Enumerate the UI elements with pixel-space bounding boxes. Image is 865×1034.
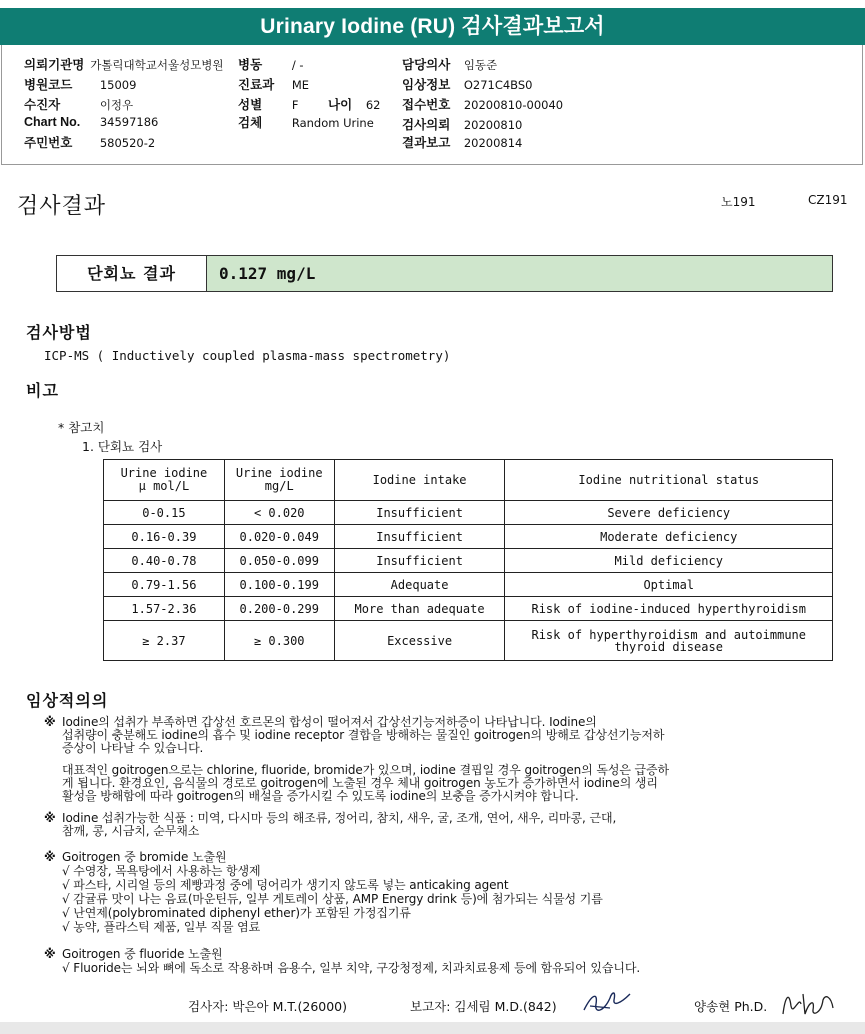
chart-no-value: 34597186 [99, 115, 159, 129]
request-date-label: 검사의뢰 [402, 118, 451, 132]
table-cell: Moderate deficiency [505, 525, 833, 549]
clinical-info-label: 임상정보 [402, 78, 451, 92]
age-label: 나이 [328, 98, 353, 112]
sex-label: 성별 [238, 98, 263, 112]
results-title: 검사결과 [17, 194, 107, 219]
table-cell: Excessive [334, 621, 505, 661]
result-label: 단회뇨 결과 [57, 256, 207, 291]
bromide-item: √ 감귤류 맛이 나는 음료(마운틴듀, 일부 게토레이 상품, AMP Energy drink 등)에 첨가되는 식물성 기름 [62, 892, 603, 906]
reference-mark-icon: ※ [44, 850, 56, 864]
header-row-specimen [238, 113, 374, 131]
table-row [104, 549, 833, 573]
reference-table-header [104, 460, 833, 501]
bromide-item: √ 농약, 플라스틱 제품, 일부 직물 염료 [62, 920, 261, 934]
resident-no-value: 580520-2 [99, 136, 156, 150]
patient-value: 이정우 [99, 98, 134, 112]
table-cell: 0.79-1.56 [104, 573, 225, 597]
receipt-no-label: 접수번호 [402, 98, 451, 112]
table-cell: Severe deficiency [505, 501, 833, 525]
header-row-institution [24, 55, 224, 73]
clinical-p1-line: 섭취량이 충분해도 iodine의 흡수 및 iodine receptor 결합을 방해하는 물질인 goitrogen의 방해로 갑상선기능저하 [62, 728, 665, 742]
result-value: 0.127 mg/L [207, 256, 832, 291]
header-row-doctor [402, 55, 497, 73]
hospital-code-label: 병원코드 [24, 78, 73, 92]
table-row [104, 621, 833, 661]
clinical-title: 임상적의의 [26, 691, 109, 710]
header-row-department [238, 75, 309, 93]
header-row-request-date [402, 115, 522, 133]
reference-table [103, 459, 833, 661]
ward-value: / - [291, 58, 304, 72]
reporter-signature-text: 보고자: 김세림 M.D.(842) [410, 999, 557, 1014]
table-cell: More than adequate [334, 597, 505, 621]
bromide-section [44, 851, 226, 864]
fluoride-title: Goitrogen 중 fluoride 노출원 [62, 947, 223, 961]
patient-label: 수진자 [24, 98, 61, 112]
institution-label: 의뢰기관명 [24, 58, 85, 72]
table-row [104, 525, 833, 549]
approver-signature-mark [779, 984, 837, 1020]
table-cell: Insufficient [334, 525, 505, 549]
header-intake: Iodine intake [334, 460, 505, 501]
reference-subheading: 1. 단회뇨 검사 [82, 439, 163, 454]
remarks-title: 비고 [26, 381, 59, 400]
table-row [104, 597, 833, 621]
ward-label: 병동 [238, 58, 263, 72]
reference-mark-icon: ※ [44, 811, 56, 825]
table-cell: 0.050-0.099 [224, 549, 334, 573]
header-info-box [1, 45, 863, 165]
header-mgl: Urine iodine mg/L [224, 460, 334, 501]
fluoride-section [44, 948, 222, 961]
clinical-p2-line: 대표적인 goitrogen으로는 chlorine, fluoride, bromide가 있으며, iodine 결핍일 경우 goitrogen의 독성은 급증하 [62, 763, 670, 777]
method-text: ICP-MS ( Inductively coupled plasma-mass spectrometry) [44, 348, 451, 363]
receipt-no-value: 20200810-00040 [463, 98, 564, 112]
table-cell: 1.57-2.36 [104, 597, 225, 621]
result-code-1: 노191 [721, 195, 756, 209]
age-value: 62 [365, 98, 381, 112]
header-row-ward [238, 55, 304, 73]
table-cell: 0.020-0.049 [224, 525, 334, 549]
table-cell: 0.100-0.199 [224, 573, 334, 597]
report-title-banner [0, 8, 865, 45]
header-row-receipt-no [402, 95, 563, 113]
clinical-p2-line: 활성을 방해함에 따라 goitrogen의 배설을 증가시킬 수 있도록 iodine의 보충을 증가시켜야 합니다. [62, 789, 579, 803]
reference-mark-icon: ※ [44, 947, 56, 961]
table-cell: ≥ 2.37 [104, 621, 225, 661]
table-cell: 0.16-0.39 [104, 525, 225, 549]
clinical-foods-line: Iodine 섭취가능한 식품 : 미역, 다시마 등의 해조류, 정어리, 참치, 새우, 굴, 조개, 연어, 새우, 리마콩, 근대, [62, 811, 617, 825]
header-row-patient [24, 95, 133, 113]
bromide-item: √ 파스타, 시리얼 등의 제빵과정 중에 덩어리가 생기지 않도록 넣는 anticaking agent [62, 878, 509, 892]
table-cell: Insufficient [334, 549, 505, 573]
clinical-p1-line: Iodine의 섭취가 부족하면 갑상선 호르몬의 합성이 떨어져서 갑상선기능저하증이 나타납니다. Iodine의 [62, 715, 597, 729]
clinical-p1-line: 증상이 나타날 수 있습니다. [62, 741, 204, 755]
table-cell: Mild deficiency [505, 549, 833, 573]
header-row-clinical-info [402, 75, 532, 93]
header-status: Iodine nutritional status [505, 460, 833, 501]
department-label: 진료과 [238, 78, 275, 92]
table-cell: Risk of iodine-induced hyperthyroidism [505, 597, 833, 621]
chart-no-label: Chart No. [24, 115, 81, 129]
method-title: 검사방법 [26, 323, 92, 342]
approver-signature-text: 양송현 Ph.D. [694, 999, 768, 1014]
header-row-resident-no [24, 133, 155, 151]
report-title: Urinary Iodine (RU) 검사결과보고서 [260, 15, 605, 38]
header-row-report-date [402, 133, 522, 151]
reporter-signature-mark [580, 986, 634, 1018]
resident-no-label: 주민번호 [24, 136, 73, 150]
header-umol: Urine iodine μ mol/L [104, 460, 225, 501]
hospital-code-value: 15009 [99, 78, 137, 92]
specimen-value: Random Urine [291, 116, 374, 130]
table-cell: Optimal [505, 573, 833, 597]
clinical-foods-line: 참깨, 콩, 시금치, 순무채소 [62, 824, 200, 838]
table-cell: Adequate [334, 573, 505, 597]
table-cell: ≥ 0.300 [224, 621, 334, 661]
sex-value: F [291, 98, 299, 112]
bromide-item: √ 난연제(polybrominated diphenyl ether)가 포함된 가정집기류 [62, 906, 411, 920]
clinical-p2-line: 게 됩니다. 환경요인, 음식물의 경로로 goitrogen에 노출된 경우 체내 goitrogen 농도가 증가하면서 iodine의 생리 [62, 776, 658, 790]
doctor-label: 담당의사 [402, 58, 451, 72]
table-row [104, 573, 833, 597]
table-cell: Insufficient [334, 501, 505, 525]
clinical-foods [44, 812, 616, 825]
reference-heading: * 참고치 [58, 420, 105, 435]
result-code-2: CZ191 [808, 193, 848, 207]
header-row-chart-no [24, 115, 158, 129]
table-cell: < 0.020 [224, 501, 334, 525]
clinical-paragraph-1 [44, 716, 597, 729]
result-box [56, 255, 833, 292]
header-row-age [328, 95, 380, 113]
bromide-item: √ 수영장, 목욕탕에서 사용하는 항생제 [62, 864, 261, 878]
bottom-edge [0, 1022, 865, 1034]
report-date-label: 결과보고 [402, 136, 451, 150]
table-row [104, 501, 833, 525]
institution-value: 가톨릭대학교서울성모병원 [90, 58, 224, 72]
bromide-title: Goitrogen 중 bromide 노출원 [62, 850, 227, 864]
table-cell: Risk of hyperthyroidism and autoimmune thyroid disease [505, 621, 833, 661]
request-date-value: 20200810 [463, 118, 523, 132]
department-value: ME [291, 78, 310, 92]
header-row-sex [238, 95, 298, 113]
clinical-info-value: O271C4BS0 [463, 78, 533, 92]
table-cell: 0-0.15 [104, 501, 225, 525]
table-cell: 0.40-0.78 [104, 549, 225, 573]
tester-signature-text: 검사자: 박은아 M.T.(26000) [188, 999, 348, 1014]
specimen-label: 검체 [238, 116, 263, 130]
report-date-value: 20200814 [463, 136, 523, 150]
fluoride-item: √ Fluoride는 뇌와 뼈에 독소로 작용하며 음용수, 일부 치약, 구강청정제, 치과치료용제 등에 함유되어 있습니다. [62, 961, 641, 975]
header-row-hospital-code [24, 75, 136, 93]
doctor-value: 임동준 [463, 58, 498, 72]
reference-mark-icon: ※ [44, 715, 56, 729]
table-cell: 0.200-0.299 [224, 597, 334, 621]
